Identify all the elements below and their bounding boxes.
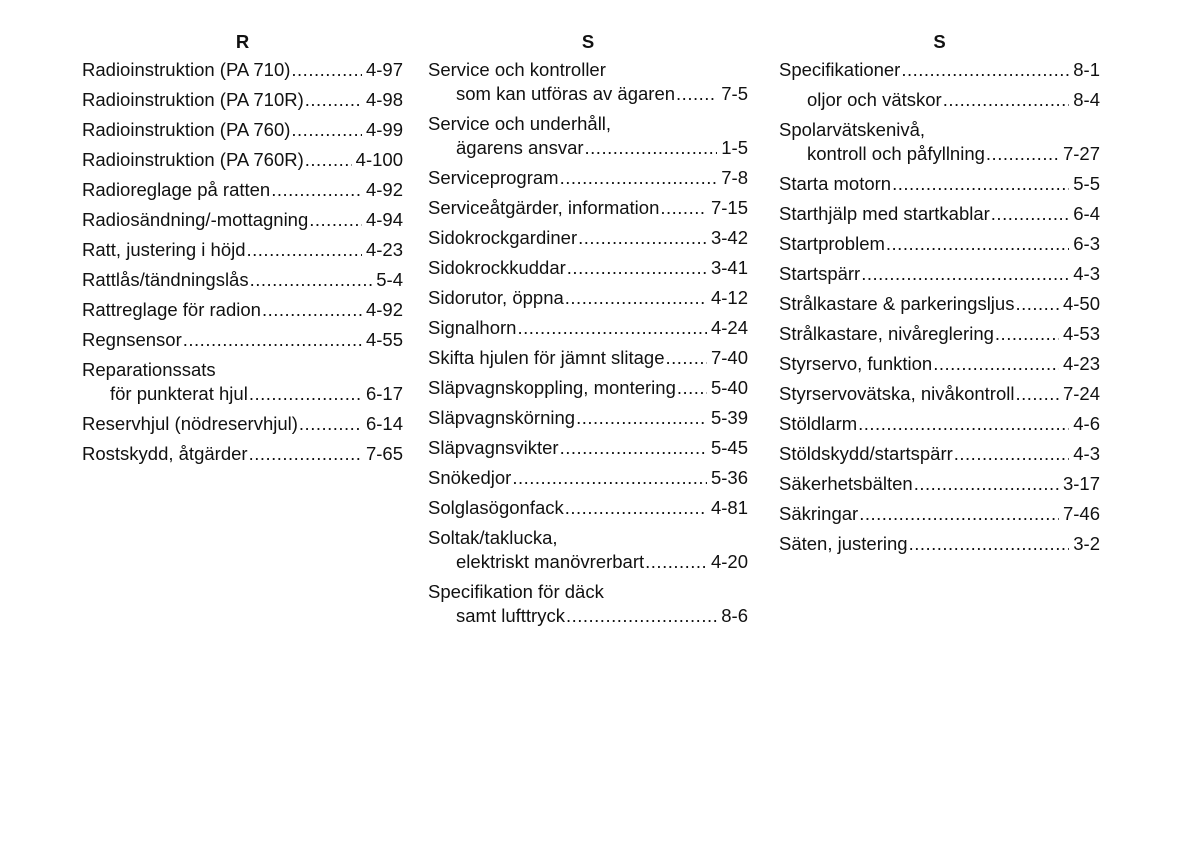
index-entry [428,256,748,280]
page-number: 5-5 [1073,173,1100,194]
index-entry [779,532,1100,556]
leader-dots [271,178,362,202]
page-number: 8-6 [721,605,748,626]
index-entry [428,466,748,490]
entry-text: Signalhorn [428,317,517,338]
entry-text: Rattlås/tändningslås [82,269,249,290]
index-entry [428,496,748,520]
page-number: 6-17 [365,383,403,404]
leader-dots [567,256,707,280]
page-number: 4-92 [365,299,403,320]
entry-term [82,412,403,436]
leader-dots [995,322,1059,346]
page-number: 5-40 [710,377,748,398]
entry-text: Starthjälp med startkablar [779,203,990,224]
leader-dots [517,316,707,340]
entry-term [779,502,1100,526]
index-entry [82,118,403,142]
entry-term [779,352,1100,376]
entry-term [428,166,748,190]
entry-text: Specifikationer [779,59,901,80]
page-number: 7-46 [1062,503,1100,524]
index-entry [428,580,748,628]
page-number: 4-50 [1062,293,1100,314]
entry-text: som kan utföras av ägaren [456,83,676,104]
page-number: 4-23 [1062,353,1100,374]
entry-term [82,208,403,232]
entry-term [82,58,403,82]
entry-text: Service och kontroller [428,59,606,80]
leader-dots [660,196,707,220]
leader-dots [909,532,1070,556]
entry-text: Släpvagnskoppling, montering [428,377,676,398]
entry-term [779,292,1100,316]
leader-dots [892,172,1069,196]
index-entry [428,376,748,400]
leader-dots [305,88,362,112]
entry-text: Styrservovätska, nivåkontroll [779,383,1015,404]
index-entry [82,298,403,322]
entry-text: Strålkastare & parkeringsljus [779,293,1015,314]
leader-dots [914,472,1059,496]
leader-dots [262,298,362,322]
leader-dots [861,262,1069,286]
entry-term [82,298,403,322]
section-letter: S [581,31,595,52]
entry-term [82,268,403,292]
page-number: 4-6 [1073,413,1100,434]
entry-text: Styrservo, funktion [779,353,933,374]
leader-dots [1015,292,1059,316]
entry-subterm [428,82,748,106]
entry-term [779,412,1100,436]
entry-subterm [428,550,748,574]
entry-text: Reservhjul (nödreservhjul) [82,413,298,434]
index-entry [82,88,403,112]
leader-dots [249,442,362,466]
leader-dots [676,82,717,106]
leader-dots [933,352,1059,376]
index-entry [779,442,1100,466]
page-number: 4-94 [365,209,403,230]
page-number: 8-4 [1073,89,1100,110]
entry-term [82,148,403,172]
index-entry [82,412,403,436]
entry-term [779,532,1100,556]
index-entry [428,526,748,574]
entry-term [779,472,1100,496]
page-number: 4-99 [365,119,403,140]
page-number: 4-3 [1073,263,1100,284]
leader-dots [566,604,717,628]
entry-term [428,256,748,280]
entry-subterm [82,382,403,406]
leader-dots [991,202,1069,226]
page-number: 4-23 [365,239,403,260]
index-entry [779,292,1100,316]
entry-text: Soltak/taklucka, [428,527,558,548]
leader-dots [954,442,1069,466]
index-entry [779,262,1100,286]
entry-text: Säkringar [779,503,859,524]
index-entry [428,112,748,160]
page-number: 4-55 [365,329,403,350]
entry-term [82,178,403,202]
index-column-s2 [779,30,1100,562]
page-number: 4-24 [710,317,748,338]
entry-term [428,346,748,370]
entry-term [428,526,748,550]
entry-term [779,172,1100,196]
leader-dots [677,376,707,400]
page-number: 4-3 [1073,443,1100,464]
entry-text: Radioreglage på ratten [82,179,271,200]
entry-subterm [428,136,748,160]
entry-term [779,262,1100,286]
entry-text: för punkterat hjul [110,383,248,404]
entry-text: Säten, justering [779,533,908,554]
entry-text: Startproblem [779,233,885,254]
leader-dots [249,382,362,406]
entry-text: Släpvagnsvikter [428,437,559,458]
entry-term [428,316,748,340]
entry-text: Snökedjor [428,467,512,488]
entry-text: Strålkastare, nivåreglering [779,323,994,344]
entry-text: Specifikation för däck [428,581,604,602]
index-entry [779,58,1100,82]
entry-term [779,88,1100,112]
page-number: 4-12 [710,287,748,308]
entry-text: Stöldlarm [779,413,858,434]
entry-term [779,382,1100,406]
index-column-r [82,30,403,472]
entry-text: oljor och vätskor [807,89,942,110]
leader-dots [299,412,362,436]
leader-dots [565,286,707,310]
leader-dots [901,58,1069,82]
entry-text: Skifta hjulen för jämnt slitage [428,347,665,368]
page-number: 6-14 [365,413,403,434]
leader-dots [585,136,718,160]
index-entry [779,202,1100,226]
entry-term [779,322,1100,346]
page-number: 5-4 [376,269,403,290]
entry-term [428,580,748,604]
entry-text: Säkerhetsbälten [779,473,913,494]
index-entry [82,178,403,202]
entry-text: Släpvagnskörning [428,407,576,428]
section-letter: S [933,31,946,52]
index-column-s1 [428,30,748,634]
leader-dots [645,550,707,574]
entry-term [82,88,403,112]
entry-text: kontroll och påfyllning [807,143,985,164]
entry-text: elektriskt manövrerbart [456,551,645,572]
index-entry [779,502,1100,526]
entry-text: Radioinstruktion (PA 710R) [82,89,304,110]
leader-dots [305,148,352,172]
index-entry [428,316,748,340]
index-entry [428,196,748,220]
entry-term [82,442,403,466]
leader-dots [291,118,362,142]
page-number: 7-5 [721,83,748,104]
page-number: 4-100 [355,149,403,170]
entry-text: Rostskydd, åtgärder [82,443,248,464]
entry-text: Serviceåtgärder, information [428,197,660,218]
entry-term [428,496,748,520]
index-entry [779,88,1100,112]
index-entry [779,232,1100,256]
page-number: 5-39 [710,407,748,428]
index-entry [82,268,403,292]
entry-term [428,286,748,310]
page-number: 3-2 [1073,533,1100,554]
leader-dots [886,232,1069,256]
entry-term [82,358,403,382]
entry-text: Serviceprogram [428,167,559,188]
leader-dots [250,268,373,292]
index-entry [82,328,403,352]
page-number: 7-40 [710,347,748,368]
entry-text: Radiosändning/-mottagning [82,209,309,230]
entry-text: Solglasögonfack [428,497,564,518]
page-number: 7-15 [710,197,748,218]
entry-text: Reparationssats [82,359,216,380]
index-entry [428,406,748,430]
page-number: 6-3 [1073,233,1100,254]
page-number: 5-36 [710,467,748,488]
leader-dots [986,142,1059,166]
entry-text: Startspärr [779,263,861,284]
page-number: 6-4 [1073,203,1100,224]
page-number: 4-97 [365,59,403,80]
entry-term [779,202,1100,226]
entry-text: Radioinstruktion (PA 760R) [82,149,304,170]
entry-term [779,442,1100,466]
index-entry [428,226,748,250]
entry-text: Sidorutor, öppna [428,287,564,308]
entry-text: Radioinstruktion (PA 760) [82,119,291,140]
index-entry [82,442,403,466]
leader-dots [666,346,707,370]
entry-term [779,118,1100,142]
page-number: 4-20 [710,551,748,572]
entry-term [82,328,403,352]
page-number: 5-45 [710,437,748,458]
index-entry [428,286,748,310]
page-number: 8-1 [1073,59,1100,80]
index-entry [428,346,748,370]
leader-dots [309,208,362,232]
entry-term [428,436,748,460]
index-entry [779,352,1100,376]
entry-text: Service och underhåll, [428,113,612,134]
entry-term [428,196,748,220]
page-number: 3-42 [710,227,748,248]
entry-text: Sidokrockkuddar [428,257,566,278]
leader-dots [512,466,707,490]
entry-term [82,238,403,262]
page-number: 4-81 [710,497,748,518]
entry-term [428,376,748,400]
page-number: 7-8 [721,167,748,188]
index-entry [779,118,1100,166]
page-number: 3-41 [710,257,748,278]
entry-term [428,406,748,430]
index-entry [779,382,1100,406]
entry-term [428,58,748,82]
entry-text: Radioinstruktion (PA 710) [82,59,291,80]
leader-dots [183,328,362,352]
page-number: 4-92 [365,179,403,200]
leader-dots [576,406,707,430]
leader-dots [560,436,707,460]
index-entry [779,472,1100,496]
leader-dots [247,238,362,262]
entry-text: Sidokrockgardiner [428,227,578,248]
entry-text: Ratt, justering i höjd [82,239,246,260]
entry-text: Stöldskydd/startspärr [779,443,953,464]
leader-dots [291,58,362,82]
page-number: 4-53 [1062,323,1100,344]
entry-term [779,232,1100,256]
index-entry [82,148,403,172]
index-entry [779,172,1100,196]
index-entry [779,412,1100,436]
entry-subterm [428,604,748,628]
leader-dots [858,412,1069,436]
page-number: 7-65 [365,443,403,464]
index-entry [82,238,403,262]
page-number: 7-27 [1062,143,1100,164]
entry-term [779,58,1100,82]
entry-text: Rattreglage för radion [82,299,261,320]
index-entry [428,58,748,106]
index-entry [428,436,748,460]
leader-dots [565,496,707,520]
page-number: 4-98 [365,89,403,110]
index-entry [82,358,403,406]
leader-dots [578,226,707,250]
entry-term [428,466,748,490]
page-number: 1-5 [721,137,748,158]
leader-dots [1015,382,1059,406]
index-entry [428,166,748,190]
entry-subterm [779,142,1100,166]
entry-text: Spolarvätskenivå, [779,119,926,140]
entry-text: Starta motorn [779,173,892,194]
entry-term [82,118,403,142]
entry-text: Regnsensor [82,329,182,350]
index-entry [82,208,403,232]
leader-dots [859,502,1059,526]
entry-term [428,226,748,250]
leader-dots [943,88,1070,112]
index-entry [779,322,1100,346]
page-number: 7-24 [1062,383,1100,404]
entry-text: ägarens ansvar [456,137,584,158]
page-number: 3-17 [1062,473,1100,494]
section-letter: R [235,31,250,52]
leader-dots [560,166,718,190]
entry-text: samt lufttryck [456,605,565,626]
entry-term [428,112,748,136]
index-entry [82,58,403,82]
